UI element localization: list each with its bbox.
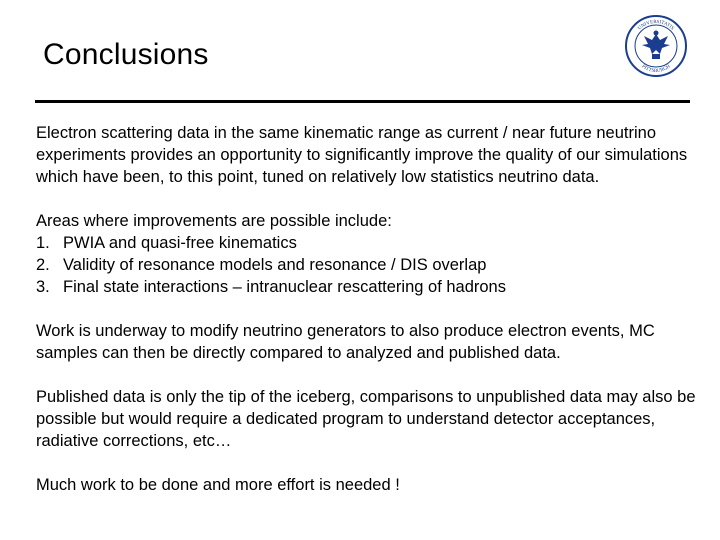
list-item <box>36 254 696 276</box>
published-paragraph: Published data is only the tip of the iceberg, comparisons to unpublished data may also be possible but would require a dedicated program to understand detector acceptances, radiative corrections, etc… <box>36 388 696 450</box>
list-text: PWIA and quasi-free kinematics <box>63 234 297 252</box>
final-paragraph: Much work to be done and more effort is needed ! <box>36 476 400 494</box>
seal-text-bottom: PITTSBURGH <box>640 64 672 75</box>
slide-title: Conclusions <box>43 38 209 71</box>
list-number: 3. <box>36 278 50 296</box>
work-paragraph: Work is underway to modify neutrino generators to also produce electron events, MC samples can then be directly compared to analyzed and published data. <box>36 322 655 362</box>
areas-block <box>36 210 696 298</box>
slide-body <box>36 122 696 496</box>
seal-text-top: UNIVERSITATIS <box>637 19 675 32</box>
list-text: Validity of resonance models and resonance / DIS overlap <box>63 256 487 274</box>
areas-list <box>36 232 696 298</box>
areas-intro: Areas where improvements are possible include: <box>36 212 392 230</box>
list-number: 1. <box>36 234 50 252</box>
university-seal-logo <box>624 14 688 78</box>
list-item <box>36 276 696 298</box>
list-text: Final state interactions – intranuclear rescattering of hadrons <box>63 278 506 296</box>
list-item <box>36 232 696 254</box>
list-number: 2. <box>36 256 50 274</box>
title-divider <box>35 100 690 103</box>
intro-paragraph: Electron scattering data in the same kinematic range as current / near future neutrino experiments provides an opportunity to significantly improve the quality of our simulations which have been, to this point, tuned on relatively low statistics neutrino data. <box>36 124 688 186</box>
